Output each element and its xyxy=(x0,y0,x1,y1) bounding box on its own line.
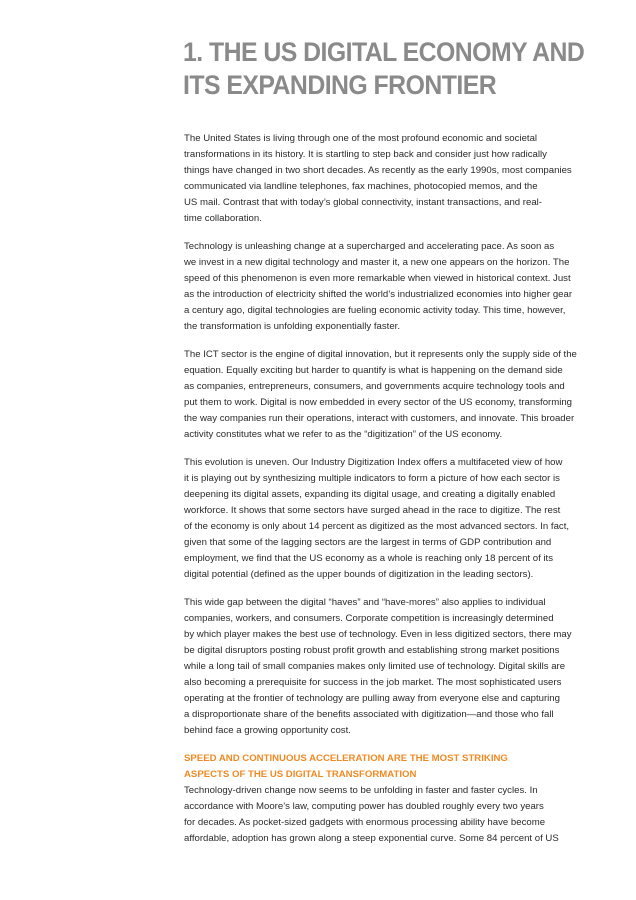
text-line: the way companies run their operations, interact with customers, and innovate. This broader xyxy=(184,413,575,424)
text-line: workforce. It shows that some sectors have surged ahead in the race to digitize. The rest xyxy=(184,505,561,516)
text-line: put them to work. Digital is now embedded in every sector of the US economy, transforming xyxy=(184,397,573,408)
text-line: we invest in a new digital technology and master it, a new one appears on the horizon. The xyxy=(184,257,570,268)
paragraph xyxy=(184,455,604,583)
text-line: activity constitutes what we refer to as the “digitization” of the US economy. xyxy=(184,429,503,440)
chapter-title-line: 1. THE US DIGITAL ECONOMY AND xyxy=(183,37,585,67)
text-line: Technology-driven change now seems to be unfolding in faster and faster cycles. In xyxy=(184,785,538,796)
text-line: speed of this phenomenon is even more remarkable when viewed in historical context. Just xyxy=(184,273,571,284)
section-heading-line: ASPECTS OF THE US DIGITAL TRANSFORMATION xyxy=(184,769,417,780)
text-line: The ICT sector is the engine of digital innovation, but it represents only the supply side of the xyxy=(184,349,577,360)
text-line: transformations in its history. It is startling to step back and consider just how radically xyxy=(184,149,547,160)
text-line: This wide gap between the digital “haves” and “have-mores” also applies to individual xyxy=(184,597,546,608)
text-line: by which player makes the best use of technology. Even in less digitized sectors, there may xyxy=(184,629,572,640)
paragraph xyxy=(184,595,604,739)
paragraph xyxy=(184,239,604,335)
text-line: accordance with Moore’s law, computing power has doubled roughly every two years xyxy=(184,801,544,812)
text-line: time collaboration. xyxy=(184,213,262,224)
section-paragraph xyxy=(184,783,604,847)
text-line: be digital disruptors posting robust profit growth and establishing strong market positions xyxy=(184,645,560,656)
text-line: companies, workers, and consumers. Corporate competition is increasingly determined xyxy=(184,613,554,624)
text-line: given that some of the lagging sectors are the largest in terms of GDP contribution and xyxy=(184,537,552,548)
text-line: a century ago, digital technologies are fueling economic activity today. This time, however, xyxy=(184,305,566,316)
body-text xyxy=(184,131,604,859)
text-line: it is playing out by synthesizing multiple indicators to form a picture of how each sector is xyxy=(184,473,560,484)
text-line: deepening its digital assets, expanding its digital usage, and creating a digitally enabled xyxy=(184,489,556,500)
text-line: communicated via landline telephones, fax machines, photocopied memos, and the xyxy=(184,181,538,192)
text-line: digital potential (defined as the upper bounds of digitization in the leading sectors). xyxy=(184,569,534,580)
text-line: things have changed in two short decades. As recently as the early 1990s, most companies xyxy=(184,165,572,176)
paragraph xyxy=(184,347,604,443)
text-line: while a long tail of small companies makes only limited use of technology. Digital skills are xyxy=(184,661,566,672)
text-line: the transformation is unfolding exponentially faster. xyxy=(184,321,400,332)
text-line: as the introduction of electricity shifted the world’s industrialized economies into higher gear xyxy=(184,289,573,300)
paragraph xyxy=(184,131,604,227)
text-line: operating at the frontier of technology are pulling away from everyone else and capturing xyxy=(184,693,560,704)
section-heading xyxy=(184,751,604,783)
text-line: a disproportionate share of the benefits associated with digitization—and those who fall xyxy=(184,709,554,720)
text-line: for decades. As pocket-sized gadgets with enormous processing ability have become xyxy=(184,817,546,828)
text-line: also becoming a prerequisite for success in the job market. The most sophisticated users xyxy=(184,677,562,688)
text-line: US mail. Contrast that with today’s global connectivity, instant transactions, and real- xyxy=(184,197,542,208)
text-line: of the economy is only about 14 percent as digitized as the most advanced sectors. In fact, xyxy=(184,521,570,532)
text-line: The United States is living through one of the most profound economic and societal xyxy=(184,133,538,144)
text-line: This evolution is uneven. Our Industry Digitization Index offers a multifaceted view of how xyxy=(184,457,563,468)
section-heading-line: SPEED AND CONTINUOUS ACCELERATION ARE THE MOST STRIKING xyxy=(184,753,508,764)
text-line: employment, we find that the US economy as a whole is reaching only 18 percent of its xyxy=(184,553,554,564)
text-line: Technology is unleashing change at a supercharged and accelerating pace. As soon as xyxy=(184,241,555,252)
text-line: equation. Equally exciting but harder to quantify is what is happening on the demand side xyxy=(184,365,563,376)
text-line: affordable, adoption has grown along a steep exponential curve. Some 84 percent of US xyxy=(184,833,559,844)
chapter-title xyxy=(183,36,585,102)
chapter-title-line: ITS EXPANDING FRONTIER xyxy=(183,70,497,100)
text-line: as companies, entrepreneurs, consumers, and governments acquire technology tools and xyxy=(184,381,565,392)
text-line: behind face a growing opportunity cost. xyxy=(184,725,351,736)
